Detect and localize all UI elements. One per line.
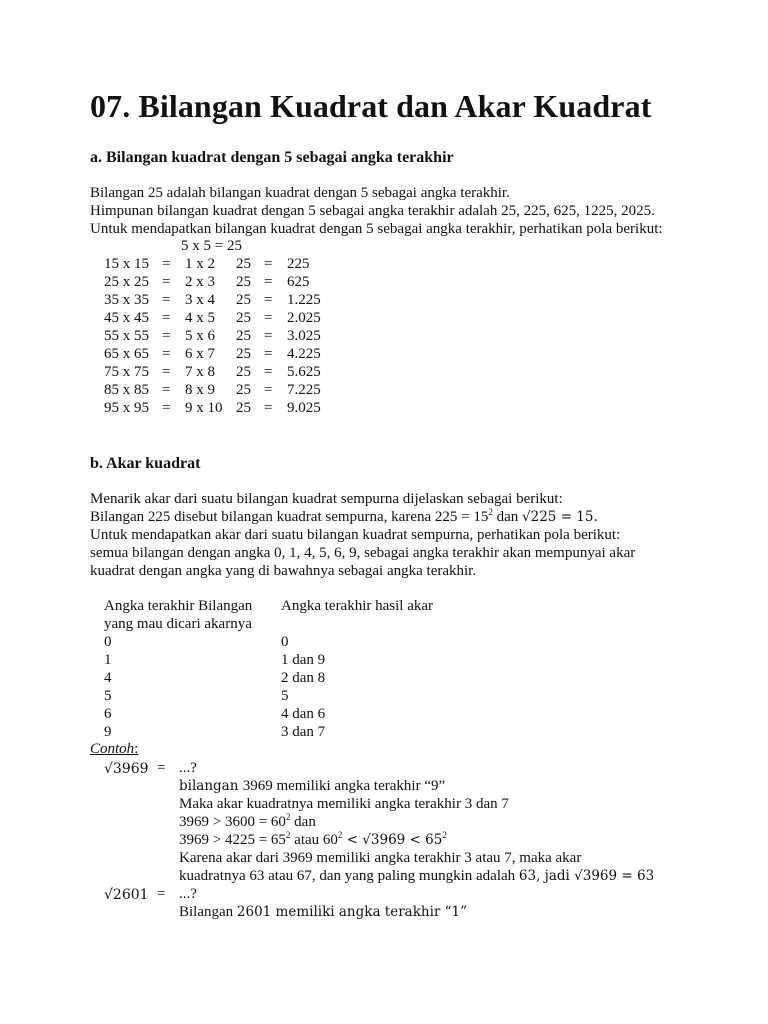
- b-line-2-math: √225 = 15.: [522, 509, 598, 525]
- square-expr: 65 x 65: [104, 346, 149, 362]
- example-2-line-1-b: 2601 memiliki angka terakhir “1”: [236, 904, 468, 920]
- example-2-equals: =: [157, 886, 166, 902]
- example-1-line-6-a: kuadratnya 63 atau 67, dan yang paling mungkin adalah: [179, 868, 519, 884]
- result-value: 2.025: [287, 310, 321, 326]
- last-digit-number: 0: [104, 634, 112, 650]
- b-line-2-sup: 2: [488, 507, 493, 517]
- section-a-heading: a. Bilangan kuadrat dengan 5 sebagai angka terakhir: [90, 149, 454, 166]
- pattern-header: 5 x 5 = 25: [181, 238, 242, 254]
- example-1-line-2: Maka akar kuadratnya memiliki angka terakhir 3 dan 7: [179, 796, 509, 812]
- result-value: 4.225: [287, 346, 321, 362]
- multiply-expr: 7 x 8: [185, 364, 215, 380]
- section-b-intro: [90, 490, 635, 580]
- square-expr: 25 x 25: [104, 274, 149, 290]
- equals-1: =: [162, 292, 171, 308]
- example-1-equals: =: [157, 760, 166, 776]
- last-digit-root: 5: [281, 688, 289, 704]
- intro-line-3: Untuk mendapatkan bilangan kuadrat dengan 5 sebagai angka terakhir, perhatikan pola berikut:: [90, 221, 663, 237]
- last-digit-number: 9: [104, 724, 112, 740]
- multiply-expr: 8 x 9: [185, 382, 215, 398]
- suffix-25: 25: [236, 292, 251, 308]
- example-1-line-4-sup2: 2: [337, 830, 343, 840]
- last-digit-root: 1 dan 9: [281, 652, 326, 668]
- example-1-line-6-b: 63, jadi √3969 = 63: [518, 868, 655, 884]
- table-head-left-1: Angka terakhir Bilangan: [104, 598, 253, 614]
- last-digit-root: 3 dan 7: [281, 724, 326, 740]
- example-1-line-6: [179, 868, 654, 885]
- square-expr: 85 x 85: [104, 382, 149, 398]
- equals-2: =: [264, 382, 273, 398]
- last-digit-number: 4: [104, 670, 112, 686]
- suffix-25: 25: [236, 256, 251, 272]
- example-2-rhs: ...?: [179, 886, 197, 902]
- equals-1: =: [162, 364, 171, 380]
- multiply-expr: 1 x 2: [185, 256, 215, 272]
- result-value: 5.625: [287, 364, 321, 380]
- equals-1: =: [162, 310, 171, 326]
- equals-2: =: [264, 400, 273, 416]
- equals-1: =: [162, 328, 171, 344]
- last-digit-root: 4 dan 6: [281, 706, 326, 722]
- suffix-25: 25: [236, 382, 251, 398]
- example-1-line-1-a: bilangan: [179, 778, 243, 794]
- square-expr: 55 x 55: [104, 328, 149, 344]
- last-digit-root: 2 dan 8: [281, 670, 326, 686]
- example-1-line-1: [179, 778, 445, 795]
- equals-1: =: [162, 346, 171, 362]
- result-value: 3.025: [287, 328, 321, 344]
- example-2-lhs: √2601: [104, 887, 149, 903]
- b-line-1: Menarik akar dari suatu bilangan kuadrat sempurna dijelaskan sebagai berikut:: [90, 491, 563, 507]
- result-value: 9.025: [287, 400, 321, 416]
- result-value: 625: [287, 274, 310, 290]
- example-1-line-3-sup: 2: [285, 812, 291, 822]
- result-value: 1.225: [287, 292, 321, 308]
- page-title: 07. Bilangan Kuadrat dan Akar Kuadrat: [90, 88, 652, 124]
- section-a-intro: [90, 184, 663, 238]
- multiply-expr: 9 x 10: [185, 400, 223, 416]
- example-1-line-3-text: 3969 > 3600 = 60: [179, 814, 286, 830]
- contoh-label-text: Contoh: [90, 741, 135, 757]
- suffix-25: 25: [236, 346, 251, 362]
- equals-2: =: [264, 346, 273, 362]
- equals-1: =: [162, 382, 171, 398]
- example-1-line-5: Karena akar dari 3969 memiliki angka terakhir 3 atau 7, maka akar: [179, 850, 582, 866]
- multiply-expr: 6 x 7: [185, 346, 215, 362]
- b-line-3: Untuk mendapatkan akar dari suatu bilangan kuadrat sempurna, perhatikan pola berikut:: [90, 527, 621, 543]
- result-value: 7.225: [287, 382, 321, 398]
- example-2-line-1: [179, 904, 467, 921]
- example-1-line-4-sup3: 2: [442, 830, 447, 840]
- example-1-line-4-sup: 2: [285, 830, 291, 840]
- suffix-25: 25: [236, 328, 251, 344]
- b-line-2-and: dan: [492, 509, 523, 525]
- square-expr: 35 x 35: [104, 292, 149, 308]
- intro-line-2: Himpunan bilangan kuadrat dengan 5 sebagai angka terakhir adalah 25, 225, 625, 1225, 2025.: [90, 203, 655, 219]
- equals-2: =: [264, 292, 273, 308]
- table-head-left-2: yang mau dicari akarnya: [104, 616, 252, 632]
- square-expr: 15 x 15: [104, 256, 149, 272]
- suffix-25: 25: [236, 400, 251, 416]
- example-1-line-3-post: dan: [290, 814, 316, 830]
- table-head-right: Angka terakhir hasil akar: [281, 598, 434, 614]
- last-digit-number: 5: [104, 688, 112, 704]
- equals-2: =: [264, 310, 273, 326]
- suffix-25: 25: [236, 274, 251, 290]
- b-line-2-text: Bilangan 225 disebut bilangan kuadrat sempurna, karena 225 = 15: [90, 509, 489, 525]
- equals-1: =: [162, 400, 171, 416]
- multiply-expr: 4 x 5: [185, 310, 215, 326]
- example-1-line-4-mid: atau 60: [290, 832, 338, 848]
- example-1-rhs: ...?: [179, 760, 197, 776]
- b-line-4: semua bilangan dengan angka 0, 1, 4, 5, 6, 9, sebagai angka terakhir akan mempunyai akar: [90, 545, 636, 561]
- square-expr: 75 x 75: [104, 364, 149, 380]
- example-1-line-4-math: < √3969 < 65: [342, 832, 443, 848]
- equals-2: =: [264, 328, 273, 344]
- multiply-expr: 3 x 4: [185, 292, 215, 308]
- square-expr: 95 x 95: [104, 400, 149, 416]
- last-digit-number: 1: [104, 652, 112, 668]
- b-line-5: kuadrat dengan angka yang di bawahnya sebagai angka terakhir.: [90, 563, 477, 579]
- last-digit-root: 0: [281, 634, 289, 650]
- equals-2: =: [264, 256, 273, 272]
- intro-line-1: Bilangan 25 adalah bilangan kuadrat dengan 5 sebagai angka terakhir.: [90, 185, 510, 201]
- last-digit-number: 6: [104, 706, 112, 722]
- square-expr: 45 x 45: [104, 310, 149, 326]
- multiply-expr: 2 x 3: [185, 274, 215, 290]
- result-value: 225: [287, 256, 310, 272]
- example-1-line-4: [179, 832, 447, 849]
- example-1-line-4-text: 3969 > 4225 = 65: [179, 832, 286, 848]
- section-b-heading: b. Akar kuadrat: [90, 455, 201, 472]
- equals-2: =: [264, 274, 273, 290]
- example-1-line-1-b: 3969 memiliki angka terakhir “9”: [242, 778, 446, 794]
- equals-1: =: [162, 274, 171, 290]
- b-line-2: [90, 508, 635, 526]
- example-1-lhs: √3969: [104, 761, 149, 777]
- suffix-25: 25: [236, 310, 251, 326]
- equals-1: =: [162, 256, 171, 272]
- contoh-colon: :: [134, 741, 139, 757]
- example-2-line-1-a: Bilangan: [179, 904, 237, 920]
- multiply-expr: 5 x 6: [185, 328, 215, 344]
- equals-2: =: [264, 364, 273, 380]
- suffix-25: 25: [236, 364, 251, 380]
- contoh-label: [90, 741, 138, 758]
- example-1-line-3: [179, 814, 316, 831]
